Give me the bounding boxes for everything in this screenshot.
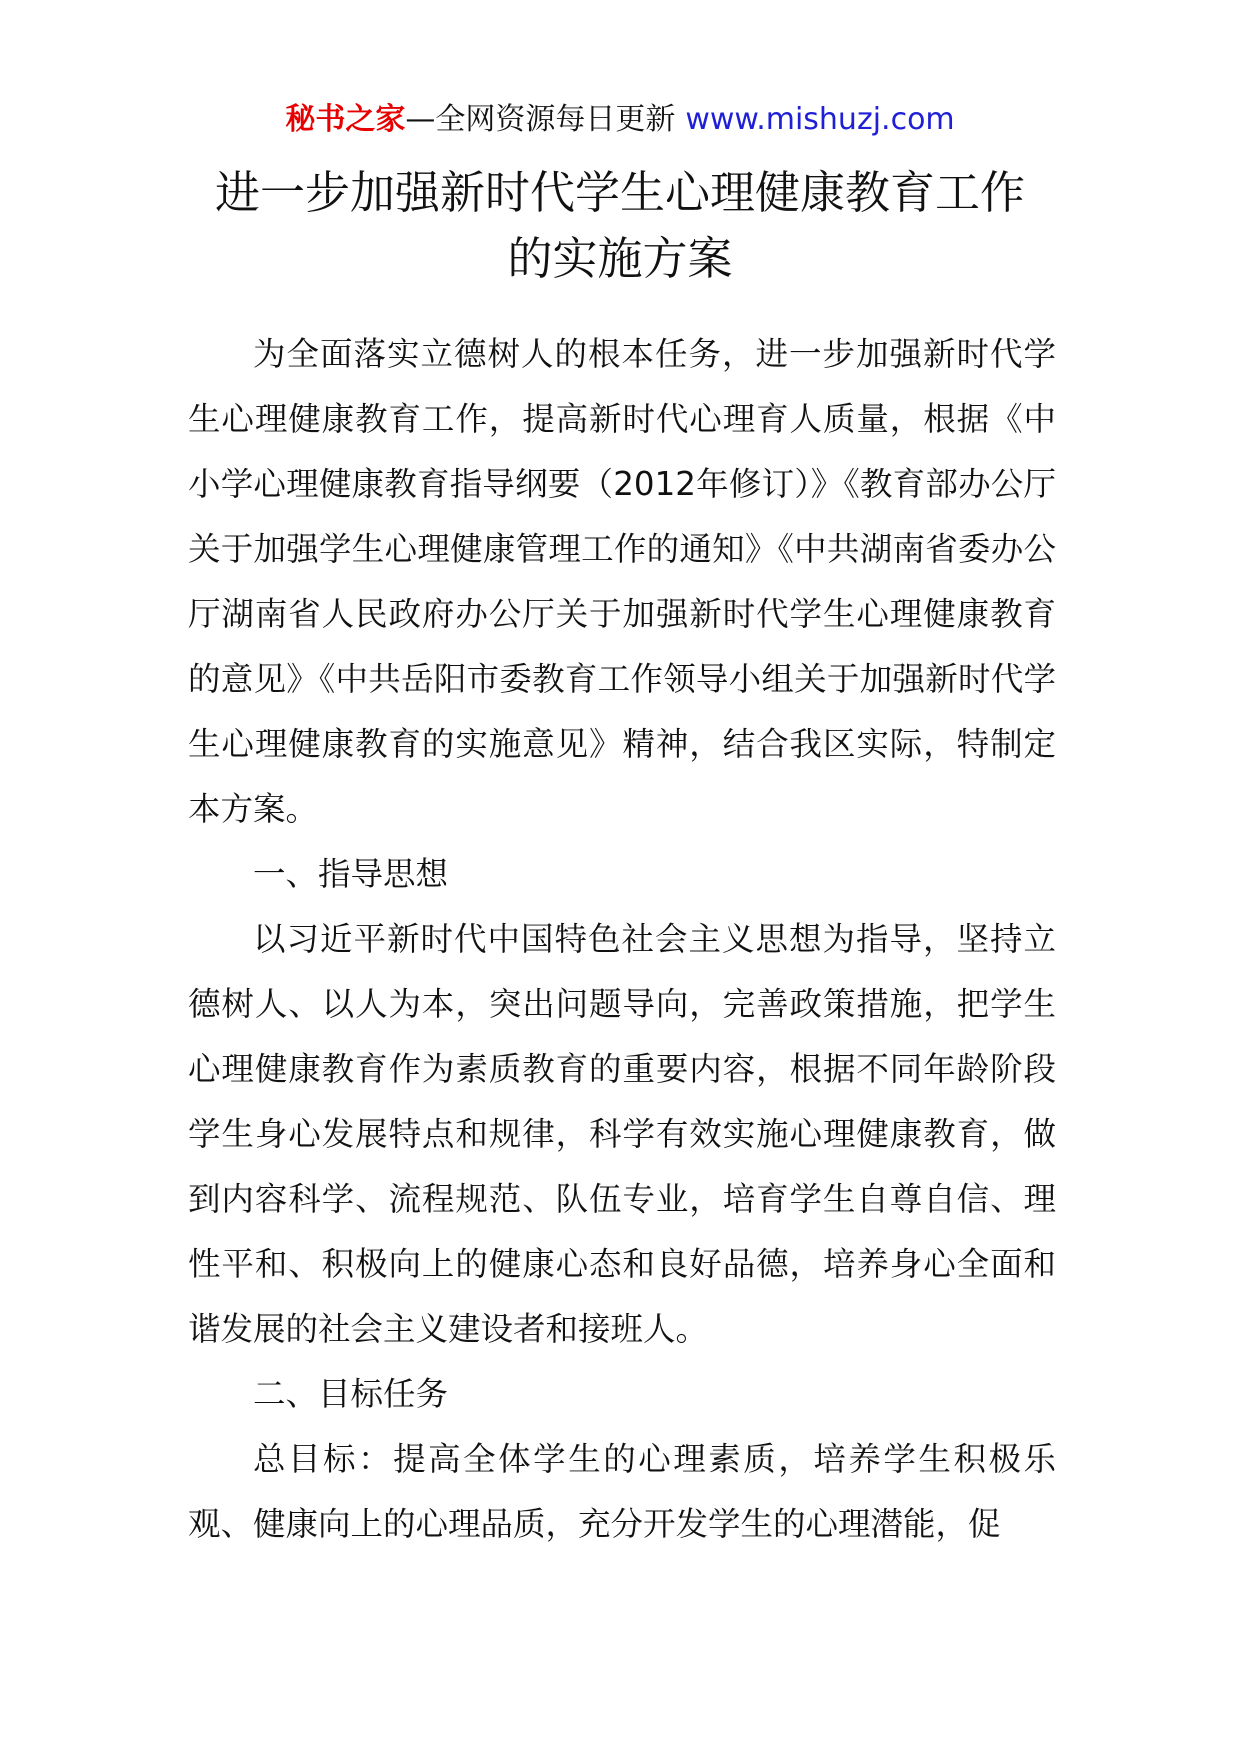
document-title-line1: 进一步加强新时代学生心理健康教育工作 [214, 166, 1025, 219]
site-url-link[interactable]: www.mishuzj.com [685, 102, 955, 137]
intro-paragraph: 为全面落实立德树人的根本任务，进一步加强新时代学生心理健康教育工作，提高新时代心理育人质量，根据《中小学心理健康教育指导纲要（2012年修订）》《教育部办公厅关于加强学生心理健康管理工作的通知》《中共湖南省委办公厅湖南省人民政府办公厅关于加强新时代学生心理健康教育的意见》《中共岳阳市委教育工作领导小组关于加强新时代学生心理健康教育的实施意见》精神，结合我区实际，特制定本方案。 [188, 335, 1056, 828]
document-body [188, 322, 1056, 1557]
document-title [0, 160, 1240, 292]
site-slogan: —全网资源每日更新 [405, 102, 676, 137]
site-header [0, 100, 1240, 140]
guiding-ideology-paragraph: 以习近平新时代中国特色社会主义思想为指导，坚持立德树人、以人为本，突出问题导向，完善政策措施，把学生心理健康教育作为素质教育的重要内容，根据不同年龄阶段学生身心发展特点和规律，科学有效实施心理健康教育，做到内容科学、流程规范、队伍专业，培育学生自尊自信、理性平和、积极向上的健康心态和良好品德，培养身心全面和谐发展的社会主义建设者和接班人。 [188, 920, 1056, 1348]
section-heading-guiding-ideology: 一、指导思想 [253, 855, 449, 893]
goals-tasks-paragraph: 总目标：提高全体学生的心理素质，培养学生积极乐观、健康向上的心理品质，充分开发学生的心理潜能，促 [188, 1440, 1056, 1543]
section-heading-goals-tasks: 二、目标任务 [253, 1375, 449, 1413]
document-title-line2: 的实施方案 [507, 232, 733, 285]
site-brand: 秘书之家 [285, 102, 406, 137]
